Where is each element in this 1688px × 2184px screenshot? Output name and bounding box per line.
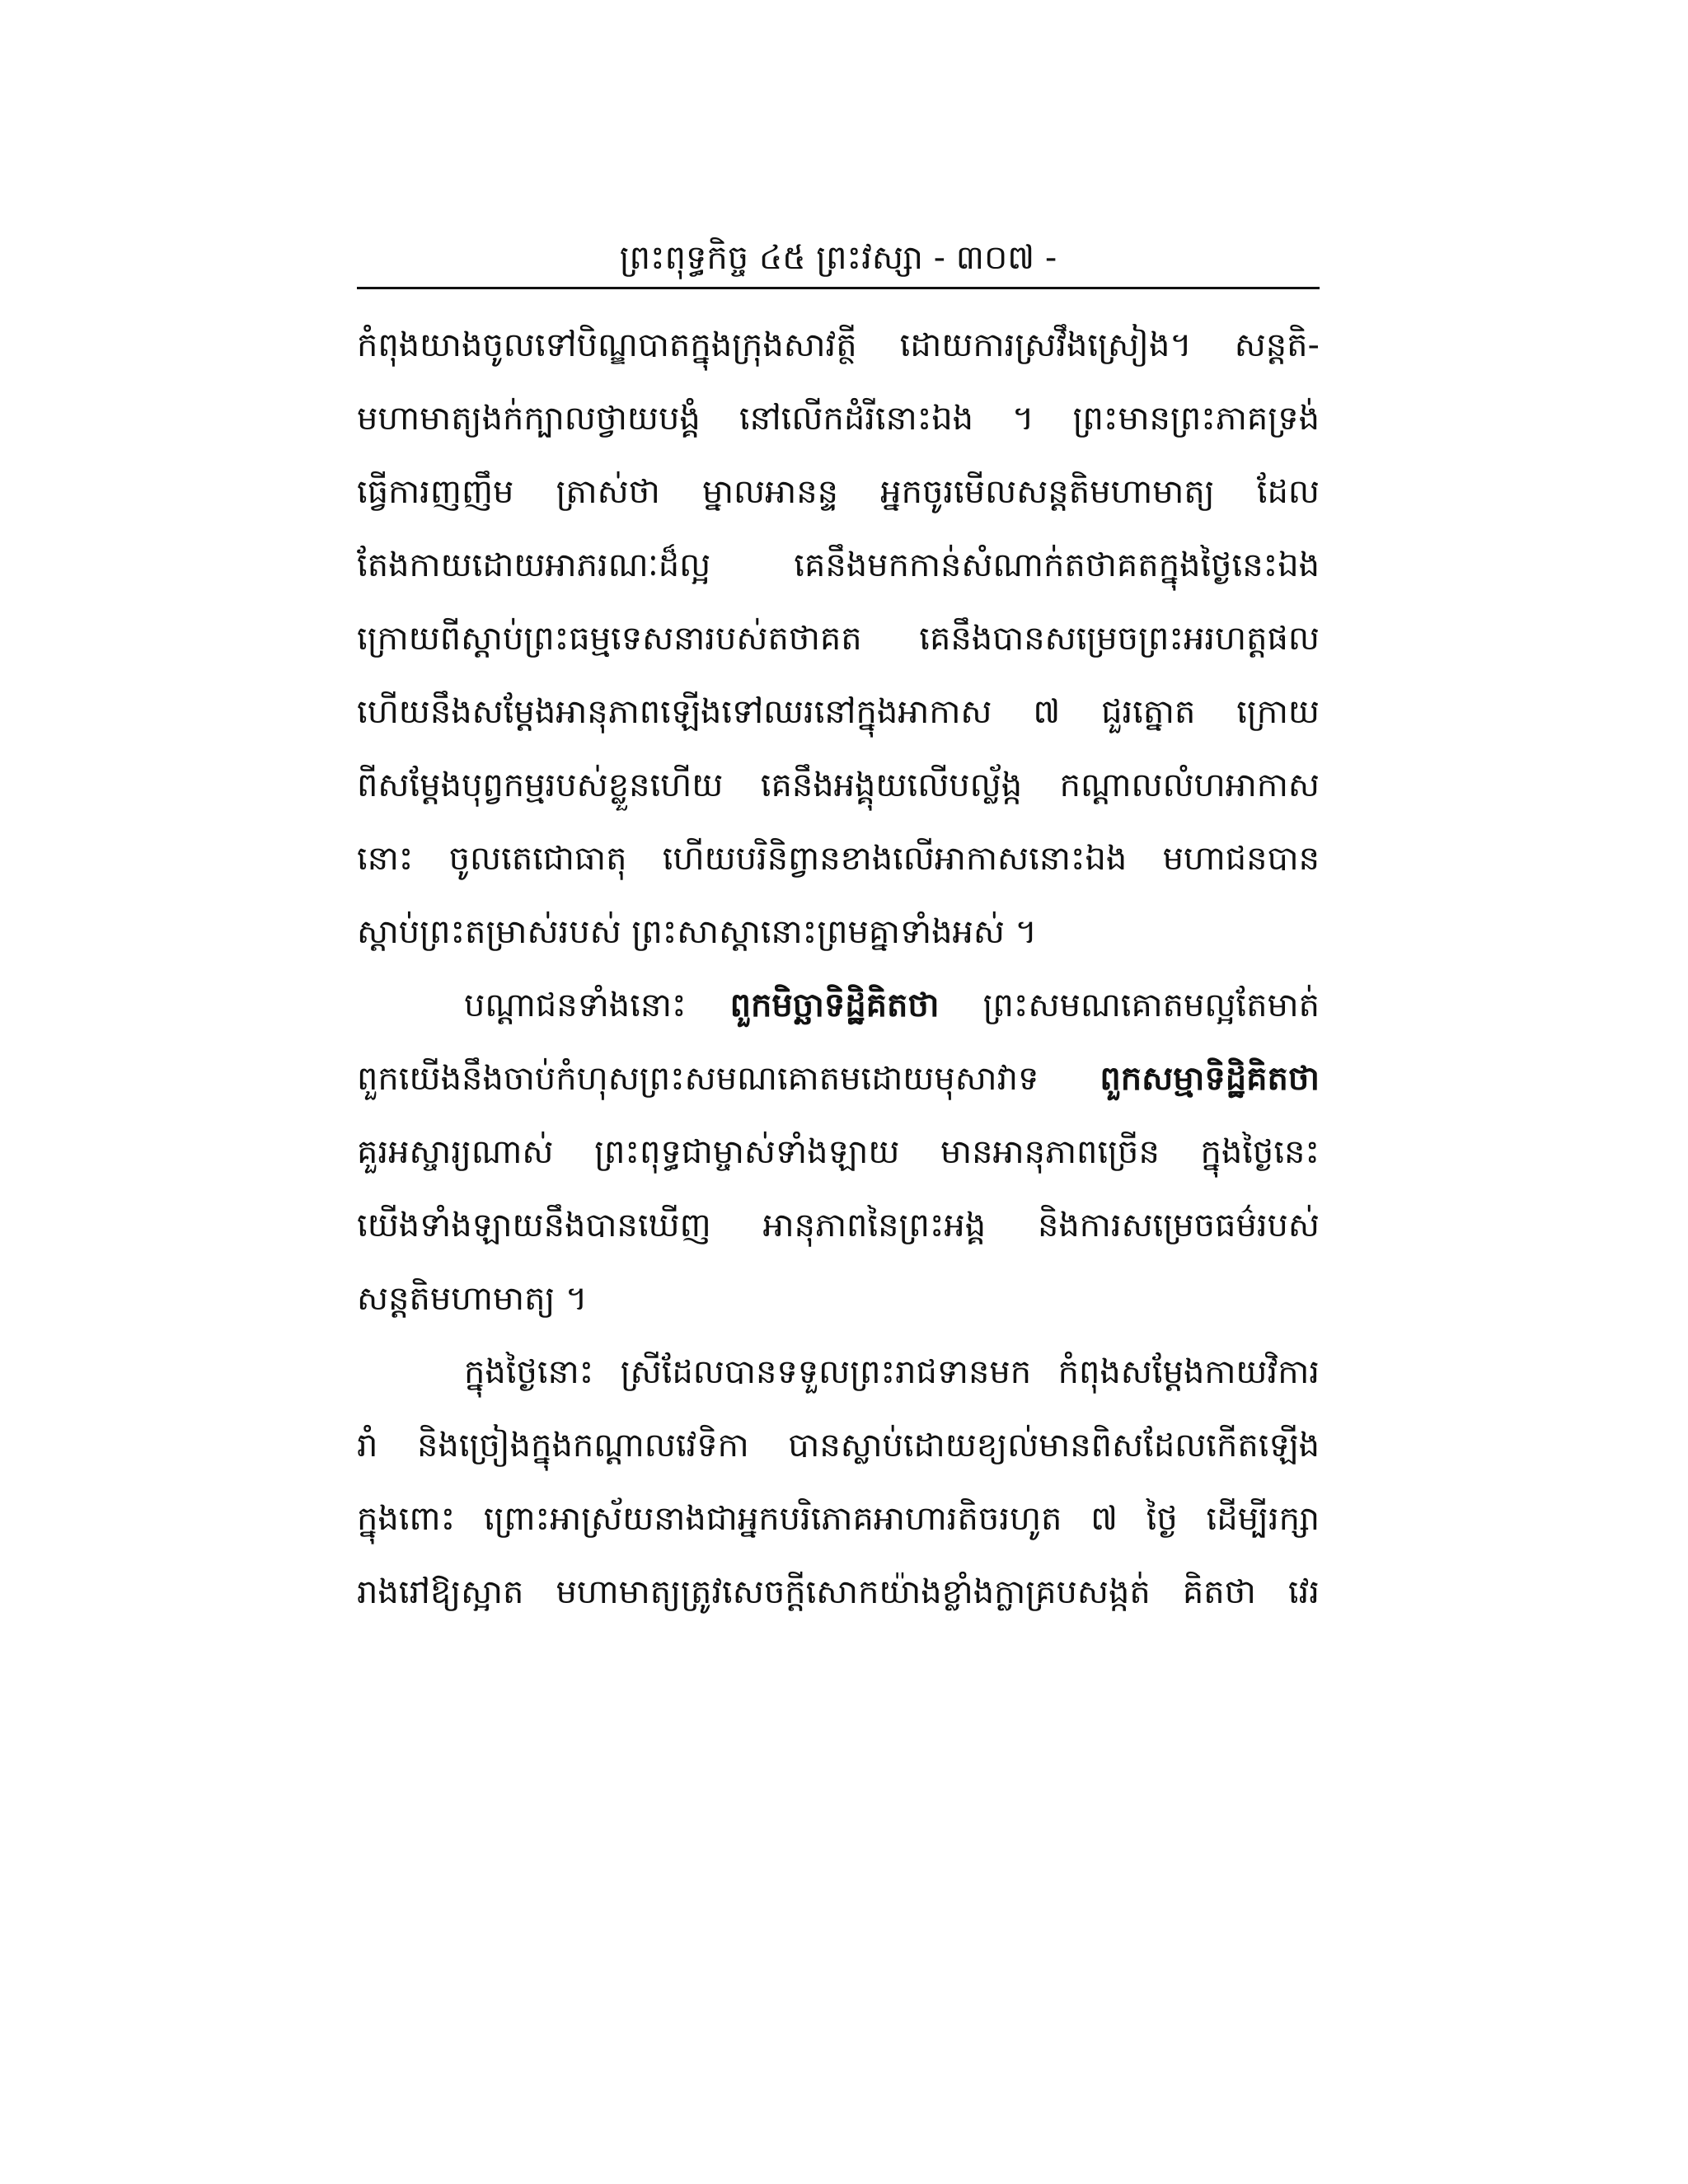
bold-text-run: ពួកមិច្ឆាទិដ្ឋិគិតថា (729, 987, 940, 1024)
text-run: បណ្តាជនទាំងនោះ (464, 987, 687, 1024)
page-header: ព្រះពុទ្ធកិច្ច ៤៥ ព្រះវស្សា - ៣០៧ - (619, 239, 1057, 277)
text-line: គួរអស្ចារ្យណាស់ ព្រះពុទ្ធជាម្ចាស់ទាំងឡាយ មានអានុភាពច្រើន ក្នុងថ្ងៃនេះ (357, 1133, 1320, 1171)
text-line: ក្នុងថ្ងៃនោះ ស្រីដែលបានទទួលព្រះរាជទានមក កំពុងសម្តែងកាយវិការ (464, 1353, 1320, 1391)
text-line: សន្តតិមហាមាត្យ ។ (357, 1280, 588, 1318)
text-line: កំពុងយាងចូលទៅបិណ្ឌបាតក្នុងក្រុងសាវត្ថី ដោយការស្រវឹងស្រៀង។ សន្តតិ- (357, 326, 1320, 364)
text-line: ពីសម្តែងបុព្វកម្មរបស់ខ្លួនហើយ គេនឹងអង្គុយលើបល្ល័ង្ក កណ្តាលលំហអាកាស (357, 766, 1320, 804)
text-line: តែងកាយដោយអាភរណៈដ៏ល្អ គេនឹងមកកាន់សំណាក់តថាគតក្នុងថ្ងៃនេះឯង (357, 546, 1320, 584)
text-line: នោះ ចូលតេជោធាតុ ហើយបរិនិព្វានខាងលើអាកាសនោះឯង មហាជនបាន (357, 840, 1320, 878)
text-line: ធ្វើការញញឹម ត្រាស់ថា ម្នាលអានន្ទ អ្នកចូរមើលសន្តតិមហាមាត្យ ដែល (357, 473, 1320, 511)
text-line: ក្នុងពោះ ព្រោះអាស្រ័យនាងជាអ្នកបរិភោគអាហារតិចរហូត ៧ ថ្ងៃ ដើម្បីរក្សា (357, 1500, 1320, 1538)
text-line: ក្រោយពីស្តាប់ព្រះធម្មទេសនារបស់តថាគត គេនឹងបានសម្រេចព្រះអរហត្តផល (357, 620, 1320, 658)
body-text (357, 309, 1320, 1629)
text-line: មហាមាត្យងក់ក្បាលថ្វាយបង្គំ នៅលើកដំរីនោះឯង ។ ព្រះមានព្រះភាគទ្រង់ (357, 400, 1320, 438)
text-line: រាងរៅឱ្យស្អាត មហាមាត្យត្រូវសេចក្តីសោកយ៉ាងខ្លាំងក្លាគ្របសង្កត់ គិតថា វេរ (357, 1573, 1320, 1611)
text-line: យើងទាំងឡាយនឹងបានឃើញ អានុភាពនៃព្រះអង្គ និងការសម្រេចធម៌របស់ (357, 1207, 1320, 1244)
text-line: ហើយនឹងសម្តែងអានុភាពឡើងទៅឈរនៅក្នុងអាកាស ៧ ជួរត្នោត ក្រោយ (357, 693, 1320, 731)
text-line (357, 1043, 1320, 1116)
text-run: ពួកយើងនឹងចាប់កំហុសព្រះសមណគោតមដោយមុសាវាទ (357, 1060, 1039, 1098)
text-line (357, 969, 1320, 1043)
bold-text-run: ពួកសម្មាទិដ្ឋិគិតថា (1100, 1060, 1320, 1098)
header-rule (357, 287, 1320, 289)
text-line: រាំ និងច្រៀងក្នុងកណ្តាលវេទិកា បានស្លាប់ដោយខ្យល់មានពិសដែលកើតឡើង (357, 1427, 1320, 1465)
text-line: ស្តាប់ព្រះតម្រាស់របស់ ព្រះសាស្តានោះព្រមគ្នាទាំងអស់ ។ (357, 913, 1038, 951)
text-run: ព្រះសមណគោតមល្អតែមាត់ (982, 987, 1320, 1024)
